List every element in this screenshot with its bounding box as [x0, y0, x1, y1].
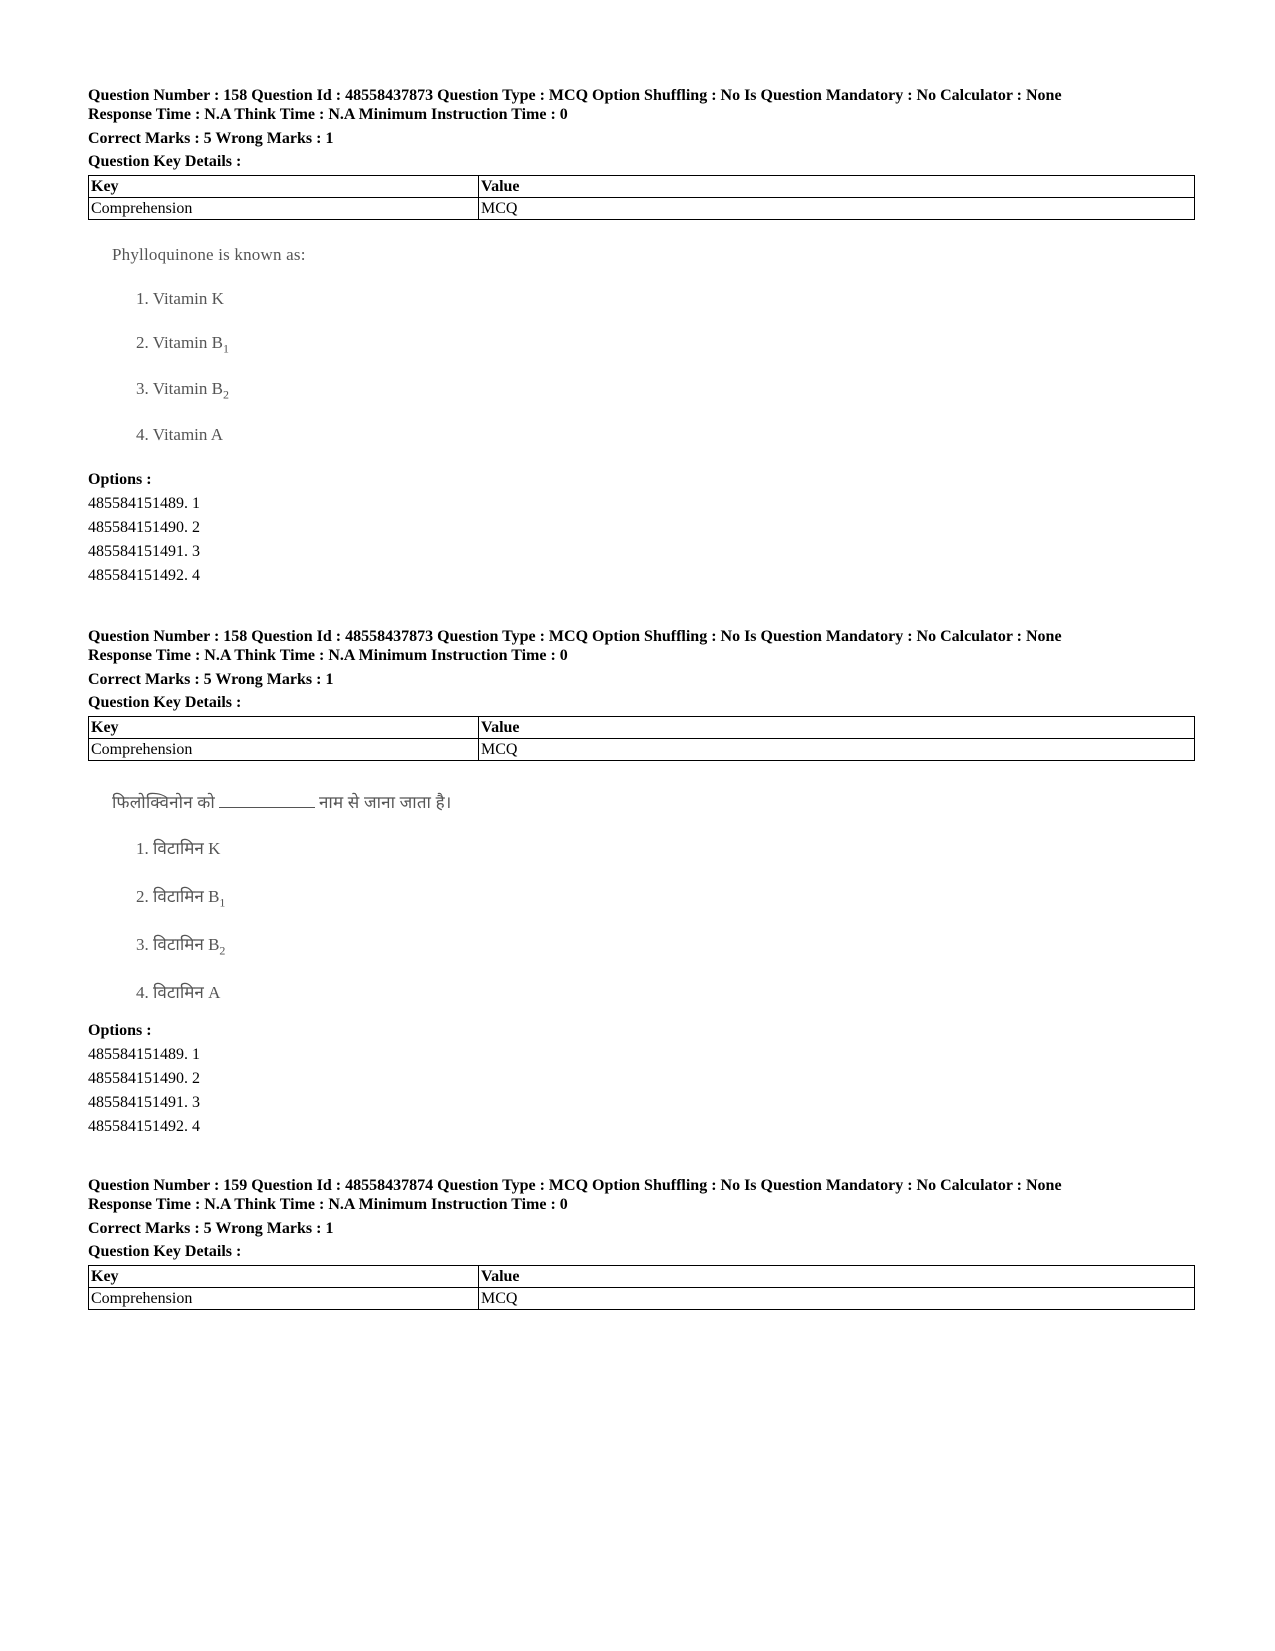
question-image-english — [112, 244, 512, 454]
choice-item: 3. विटामिन $B_2$ — [136, 935, 226, 958]
key-header: Key — [89, 176, 479, 198]
table-header-row — [89, 176, 1195, 198]
question-meta-line2: Response Time : N.A Think Time : N.A Minimum Instruction Time : 0 — [88, 1196, 568, 1213]
option-item: 485584151492. 4 — [88, 1118, 200, 1135]
question-meta-line1: Question Number : 159 Question Id : 48558437874 Question Type : MCQ Option Shuffling : No Is Question Mandatory : No Calculator : None — [88, 1177, 1062, 1194]
option-item: 485584151491. 3 — [88, 1094, 200, 1111]
choice-item: 4. विटामिन A — [136, 983, 221, 1002]
question-header-3 — [88, 1176, 1188, 1310]
value-cell: MCQ — [479, 198, 1195, 220]
choice-item: 2. विटामिन $B_1$ — [136, 887, 226, 910]
choice-item: 4. Vitamin A — [136, 425, 223, 444]
options-list — [88, 1019, 200, 1139]
table-row — [89, 198, 1195, 220]
key-details-table — [88, 175, 1195, 220]
option-item: 485584151492. 4 — [88, 567, 200, 584]
value-cell: MCQ — [479, 739, 1195, 761]
option-item: 485584151489. 1 — [88, 495, 200, 512]
key-header: Key — [89, 1266, 479, 1288]
question-header-2 — [88, 627, 1188, 761]
marks-line: Correct Marks : 5 Wrong Marks : 1 — [88, 1220, 334, 1237]
question-meta-line2: Response Time : N.A Think Time : N.A Minimum Instruction Time : 0 — [88, 106, 568, 123]
question-meta-line1: Question Number : 158 Question Id : 48558437873 Question Type : MCQ Option Shuffling : No Is Question Mandatory : No Calculator : None — [88, 628, 1062, 645]
table-row — [89, 739, 1195, 761]
question-image-hindi — [112, 792, 532, 1007]
key-details-label: Question Key Details : — [88, 153, 242, 170]
key-cell: Comprehension — [89, 1288, 479, 1310]
question-meta-line1: Question Number : 158 Question Id : 48558437873 Question Type : MCQ Option Shuffling : No Is Question Mandatory : No Calculator : None — [88, 87, 1062, 104]
choice-item: 1. विटामिन K — [136, 839, 221, 858]
option-item: 485584151490. 2 — [88, 519, 200, 536]
marks-line: Correct Marks : 5 Wrong Marks : 1 — [88, 130, 334, 147]
option-item: 485584151490. 2 — [88, 1070, 200, 1087]
options-label: Options : — [88, 471, 152, 488]
blank-line — [219, 807, 315, 808]
key-details-table — [88, 1265, 1195, 1310]
choice-item: 2. Vitamin $B_1$ — [136, 333, 229, 356]
question-stem: Phylloquinone is known as: — [112, 245, 306, 264]
key-header: Key — [89, 717, 479, 739]
value-header: Value — [479, 1266, 1195, 1288]
value-cell: MCQ — [479, 1288, 1195, 1310]
key-cell: Comprehension — [89, 198, 479, 220]
value-header: Value — [479, 717, 1195, 739]
question-stem: फिलोक्विनोन को नाम से जाना जाता है। — [112, 793, 452, 812]
options-label: Options : — [88, 1022, 152, 1039]
choice-item: 3. Vitamin $B_2$ — [136, 379, 229, 402]
key-details-label: Question Key Details : — [88, 694, 242, 711]
table-header-row — [89, 1266, 1195, 1288]
question-meta-line2: Response Time : N.A Think Time : N.A Minimum Instruction Time : 0 — [88, 647, 568, 664]
key-details-label: Question Key Details : — [88, 1243, 242, 1260]
option-item: 485584151489. 1 — [88, 1046, 200, 1063]
marks-line: Correct Marks : 5 Wrong Marks : 1 — [88, 671, 334, 688]
value-header: Value — [479, 176, 1195, 198]
table-header-row — [89, 717, 1195, 739]
options-list — [88, 468, 200, 588]
key-cell: Comprehension — [89, 739, 479, 761]
table-row — [89, 1288, 1195, 1310]
choice-item: 1. Vitamin K — [136, 289, 224, 308]
key-details-table — [88, 716, 1195, 761]
option-item: 485584151491. 3 — [88, 543, 200, 560]
question-header-1 — [88, 86, 1188, 220]
